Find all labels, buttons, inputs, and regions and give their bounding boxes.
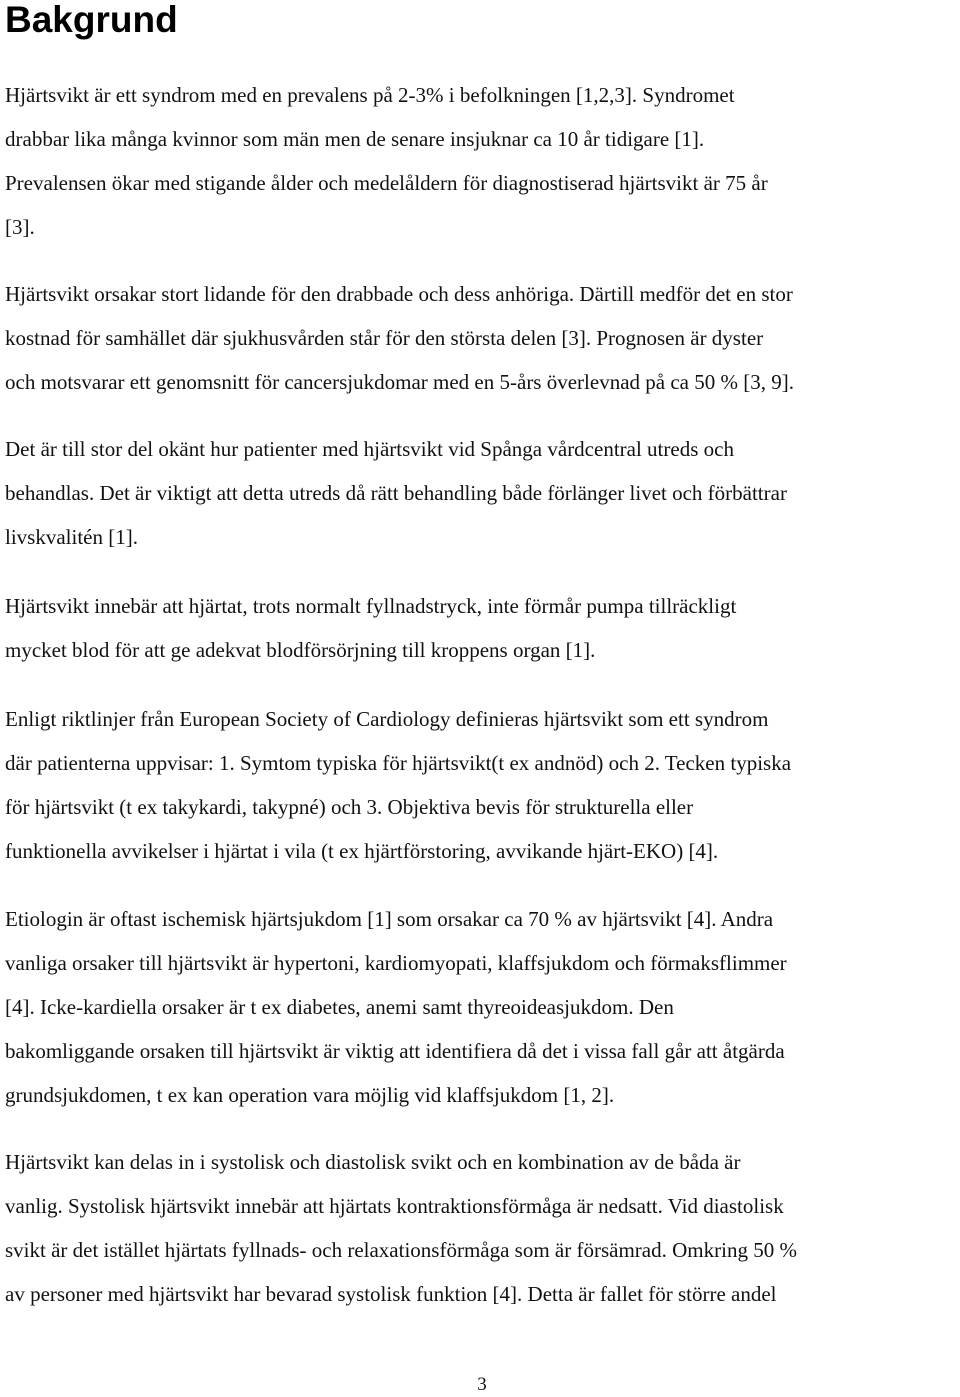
paragraph-definition <box>5 584 960 672</box>
paragraph-suffering <box>5 272 960 404</box>
text-line: Hjärtsvikt innebär att hjärtat, trots normalt fyllnadstryck, inte förmår pumpa tillräckligt <box>5 594 737 618</box>
text-line: av personer med hjärtsvikt har bevarad systolisk funktion [4]. Detta är fallet för större andel <box>5 1282 777 1306</box>
text-line: Hjärtsvikt är ett syndrom med en prevalens på 2-3% i befolkningen [1,2,3]. Syndromet <box>5 83 735 107</box>
text-line: där patienterna uppvisar: 1. Symtom typiska för hjärtsvikt(t ex andnöd) och 2. Tecken typiska <box>5 751 792 775</box>
text-line: behandlas. Det är viktigt att detta utreds då rätt behandling både förlänger livet och förbättrar <box>5 481 787 505</box>
text-line: Hjärtsvikt orsakar stort lidande för den drabbade och dess anhöriga. Därtill medför det en stor <box>5 282 793 306</box>
text-line: livskvalitén [1]. <box>5 525 138 549</box>
text-line: [4]. Icke-kardiella orsaker är t ex diabetes, anemi samt thyreoideasjukdom. Den <box>5 995 674 1019</box>
text-line: Etiologin är oftast ischemisk hjärtsjukdom [1] som orsakar ca 70 % av hjärtsvikt [4]. Andra <box>5 907 774 931</box>
paragraph-classification <box>5 1140 960 1316</box>
text-line: grundsjukdomen, t ex kan operation vara möjlig vid klaffsjukdom [1, 2]. <box>5 1083 615 1107</box>
text-line: Hjärtsvikt kan delas in i systolisk och diastolisk svikt och en kombination av de båda är <box>5 1150 741 1174</box>
text-line: vanliga orsaker till hjärtsvikt är hypertoni, kardiomyopati, klaffsjukdom och förmaksflimmer <box>5 951 787 975</box>
paragraph-etiology <box>5 897 960 1117</box>
paragraph-prevalence <box>5 73 960 249</box>
text-line: bakomliggande orsaken till hjärtsvikt är viktig att identifiera då det i vissa fall går att åtgärda <box>5 1039 785 1063</box>
text-line: Enligt riktlinjer från European Society of Cardiology definieras hjärtsvikt som ett syndrom <box>5 707 769 731</box>
text-line: och motsvarar ett genomsnitt för cancersjukdomar med en 5-års överlevnad på ca 50 % [3, 9]. <box>5 370 794 394</box>
text-line: svikt är det istället hjärtats fyllnads- och relaxationsförmåga som är försämrad. Omkring 50 % <box>5 1238 797 1262</box>
text-line: funktionella avvikelser i hjärtat i vila (t ex hjärtförstoring, avvikande hjärt-EKO) [4]. <box>5 839 719 863</box>
text-line: Prevalensen ökar med stigande ålder och medelåldern för diagnostiserad hjärtsvikt är 75 år <box>5 171 768 195</box>
paragraph-investigation <box>5 427 960 559</box>
text-line: vanlig. Systolisk hjärtsvikt innebär att hjärtats kontraktionsförmåga är nedsatt. Vid diastolisk <box>5 1194 784 1218</box>
text-line: kostnad för samhället där sjukhusvården står för den största delen [3]. Prognosen är dyster <box>5 326 764 350</box>
text-line: drabbar lika många kvinnor som män men de senare insjuknar ca 10 år tidigare [1]. <box>5 127 705 151</box>
text-line: Det är till stor del okänt hur patienter med hjärtsvikt vid Spånga vårdcentral utreds och <box>5 437 734 461</box>
text-line: för hjärtsvikt (t ex takykardi, takypné) och 3. Objektiva bevis för strukturella eller <box>5 795 694 819</box>
text-line: [3]. <box>5 215 35 239</box>
paragraph-guidelines <box>5 697 960 873</box>
section-heading: Bakgrund <box>5 0 178 40</box>
page-number: 3 <box>477 1374 487 1395</box>
text-line: mycket blod för att ge adekvat blodförsörjning till kroppens organ [1]. <box>5 638 596 662</box>
